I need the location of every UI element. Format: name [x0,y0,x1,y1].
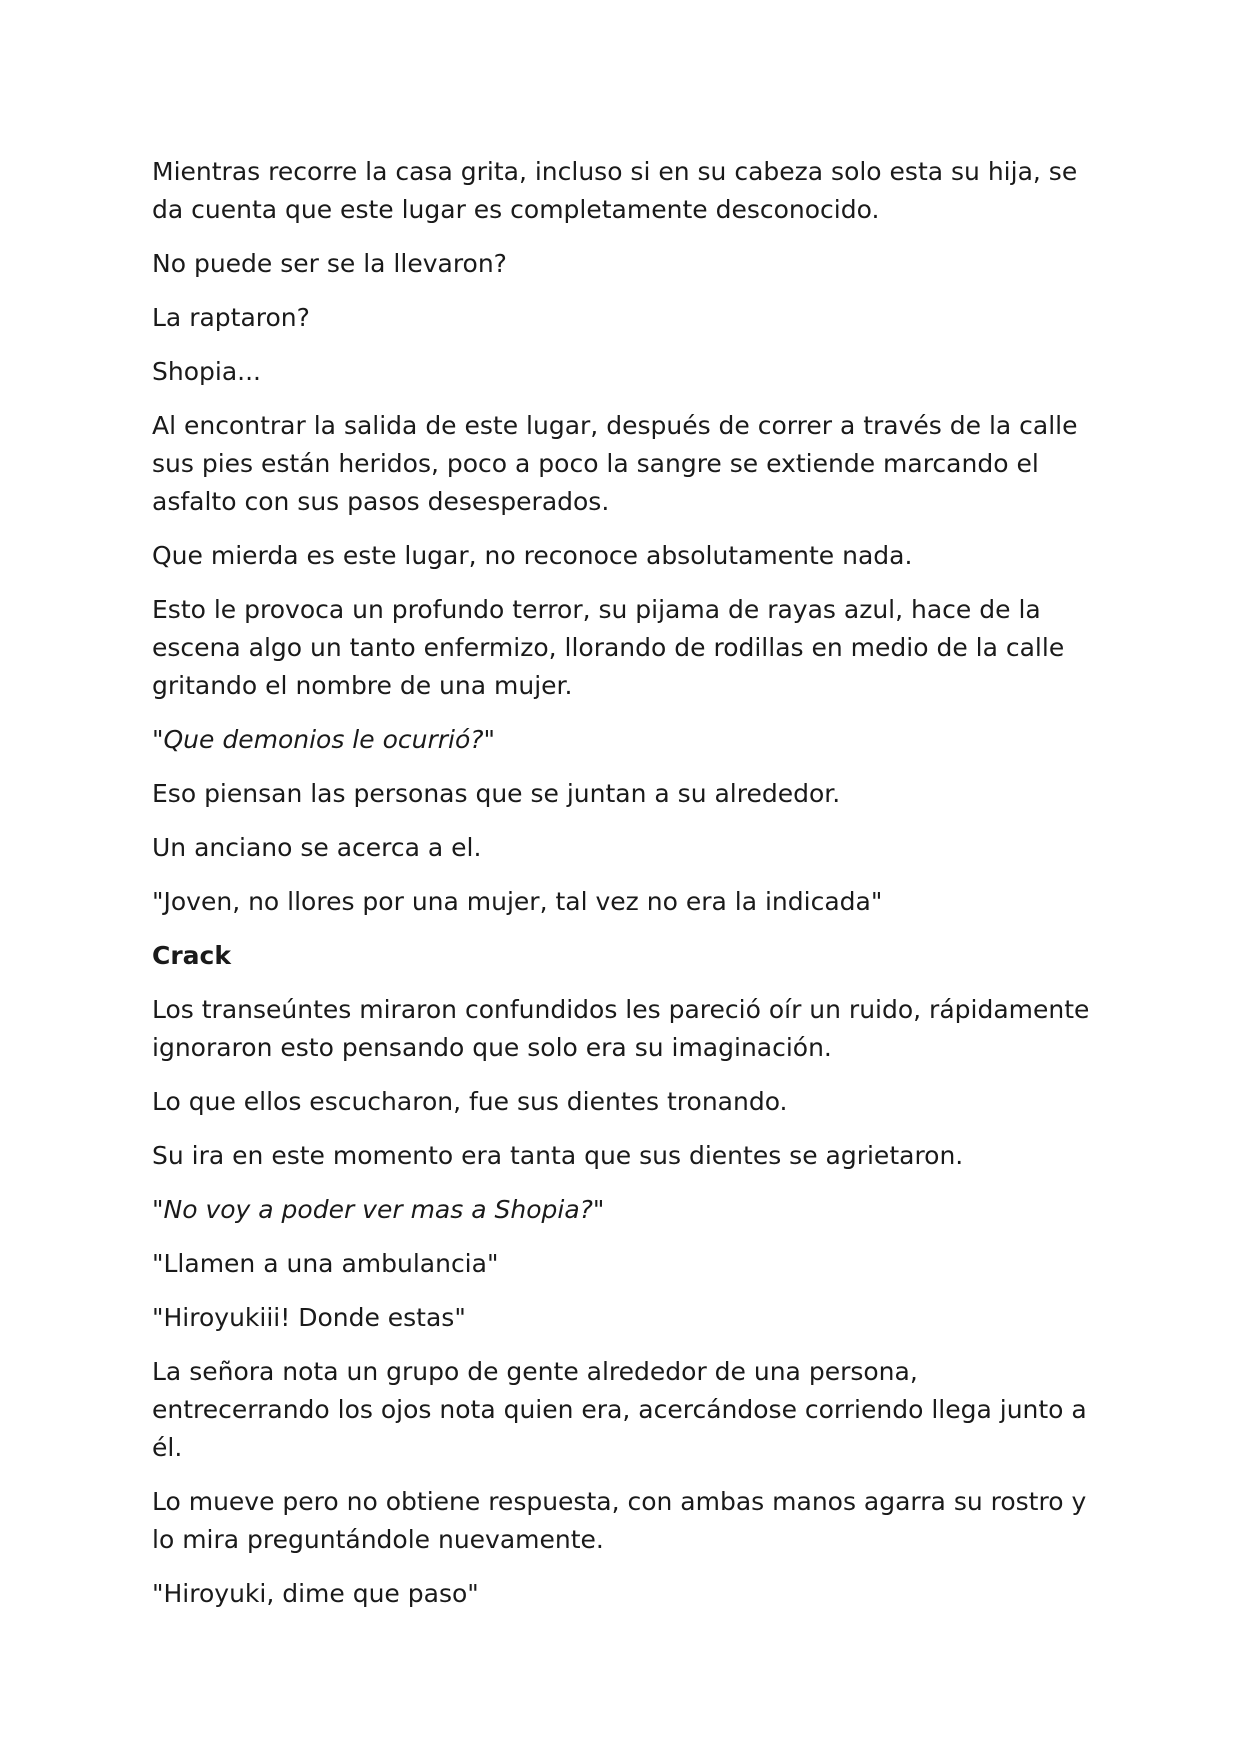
paragraph: Que mierda es este lugar, no reconoce absolutamente nada. [152,541,913,570]
paragraph: Su ira en este momento era tanta que sus dientes se agrietaron. [152,1141,964,1170]
paragraph: Los transeúntes miraron confundidos les pareció oír un ruido, rápidamente ignoraron esto pensando que solo era su imaginación. [152,995,1090,1062]
paragraph: No puede ser se la llevaron? [152,249,507,278]
paragraph: "Joven, no llores por una mujer, tal vez no era la indicada" [152,887,883,916]
paragraph: La señora nota un grupo de gente alrededor de una persona, entrecerrando los ojos nota quien era, acercándose corriendo llega junto a él. [152,1357,1087,1462]
document-body [152,153,1092,1629]
paragraph-bold-sound: Crack [152,941,231,970]
paragraph: Eso piensan las personas que se juntan a su alrededor. [152,779,841,808]
paragraph: "Hiroyuki, dime que paso" [152,1579,479,1608]
paragraph-italic-thought: "No voy a poder ver mas a Shopia?" [152,1195,605,1224]
paragraph: "Llamen a una ambulancia" [152,1249,499,1278]
paragraph: Esto le provoca un profundo terror, su pijama de rayas azul, hace de la escena algo un tanto enfermizo, llorando de rodillas en medio de la calle gritando el nombre de una mujer. [152,595,1065,700]
paragraph: "Hiroyukiii! Donde estas" [152,1303,466,1332]
paragraph-italic-thought: "Que demonios le ocurrió?" [152,725,496,754]
paragraph: Mientras recorre la casa grita, incluso si en su cabeza solo esta su hija, se da cuenta que este lugar es completamente desconocido. [152,157,1078,224]
paragraph: Lo mueve pero no obtiene respuesta, con ambas manos agarra su rostro y lo mira preguntándole nuevamente. [152,1487,1087,1554]
paragraph: Lo que ellos escucharon, fue sus dientes tronando. [152,1087,788,1116]
paragraph: Un anciano se acerca a el. [152,833,482,862]
paragraph: Shopia... [152,357,261,386]
paragraph: Al encontrar la salida de este lugar, después de correr a través de la calle sus pies están heridos, poco a poco la sangre se extiende marcando el asfalto con sus pasos desesperados. [152,411,1078,516]
paragraph: La raptaron? [152,303,310,332]
